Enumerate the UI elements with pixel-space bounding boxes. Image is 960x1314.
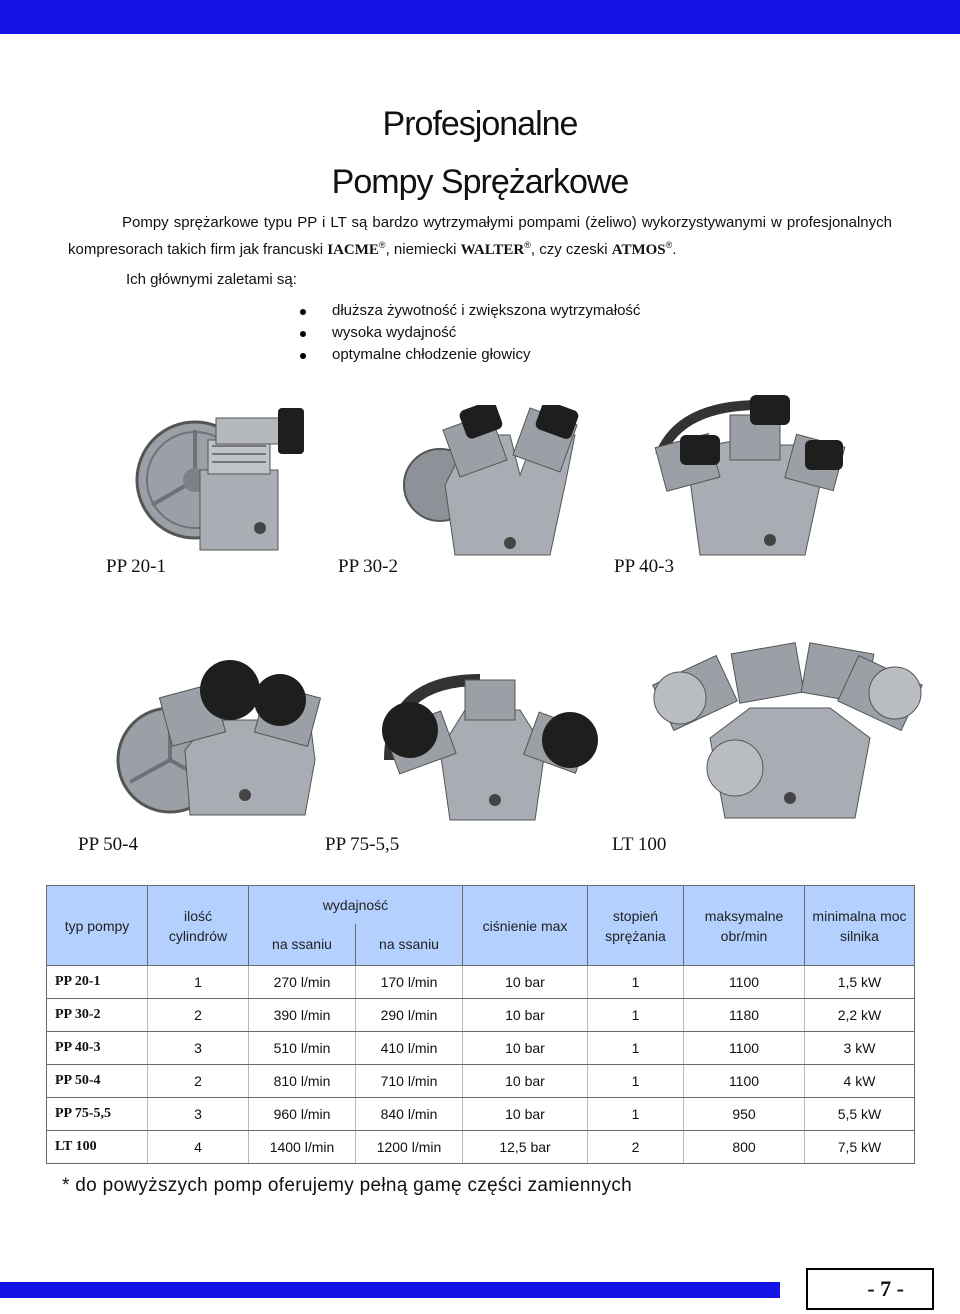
table-cell: 10 bar	[463, 999, 588, 1032]
table-cell: 170 l/min	[356, 966, 463, 999]
pump-pp30-2-image	[400, 405, 590, 565]
col-header-stages: stopień sprężania	[588, 886, 684, 966]
footnote: * do powyższych pomp oferujemy pełną gamę części zamiennych	[62, 1175, 633, 1196]
table-cell: 1400 l/min	[249, 1131, 356, 1164]
table-cell: 5,5 kW	[805, 1098, 915, 1131]
table-cell: 1	[148, 966, 249, 999]
table-cell: 410 l/min	[356, 1032, 463, 1065]
table-cell: 2,2 kW	[805, 999, 915, 1032]
pump-lt100-image	[640, 628, 930, 828]
pump-pp40-3-image	[640, 395, 850, 560]
page-title-line1: Profesjonalne	[382, 104, 578, 143]
table-cell: 510 l/min	[249, 1032, 356, 1065]
pump-label: LT 100	[612, 834, 667, 855]
table-row	[47, 1065, 915, 1098]
table-cell: 3 kW	[805, 1032, 915, 1065]
table-cell: PP 20-1	[47, 966, 148, 999]
advantage-item: optymalne chłodzenie głowicy	[300, 344, 640, 366]
table-cell: 1100	[684, 1065, 805, 1098]
table-cell: 270 l/min	[249, 966, 356, 999]
page-title-line2: Pompy Sprężarkowe	[331, 162, 629, 201]
table-cell: 1200 l/min	[356, 1131, 463, 1164]
col-header-intake-2: na ssaniu	[356, 924, 463, 966]
advantage-item: wysoka wydajność	[300, 322, 640, 344]
pump-pp20-1-image	[120, 400, 310, 560]
table-cell: 800	[684, 1131, 805, 1164]
intro-end: .	[672, 241, 677, 258]
pump-label: PP 30-2	[338, 556, 399, 577]
table-cell: 1	[588, 1098, 684, 1131]
table-cell: 2	[148, 1065, 249, 1098]
table-cell: 390 l/min	[249, 999, 356, 1032]
table-cell: LT 100	[47, 1131, 148, 1164]
intro-text-2: , niemiecki	[385, 241, 461, 258]
registered-mark: ®	[378, 240, 386, 250]
table-row	[47, 999, 915, 1032]
brand-walter: WALTER	[460, 242, 525, 258]
bottom-blue-bar	[0, 1282, 780, 1298]
table-row	[47, 1098, 915, 1131]
table-cell: 1100	[684, 966, 805, 999]
table-cell: 960 l/min	[249, 1098, 356, 1131]
advantage-item: dłuższa żywotność i zwiększona wytrzymałość	[300, 300, 640, 322]
pump-label: PP 40-3	[614, 556, 675, 577]
table-cell: 710 l/min	[356, 1065, 463, 1098]
table-cell: 950	[684, 1098, 805, 1131]
pump-pp75-5-5-image	[370, 640, 600, 825]
advantages-list	[300, 300, 640, 366]
table-cell: 4	[148, 1131, 249, 1164]
table-cell: 1	[588, 1032, 684, 1065]
col-header-intake-1: na ssaniu	[249, 924, 356, 966]
table-cell: 290 l/min	[356, 999, 463, 1032]
col-header-output: wydajność	[249, 886, 463, 924]
table-cell: 1100	[684, 1032, 805, 1065]
table-row	[47, 1131, 915, 1164]
table-cell: 4 kW	[805, 1065, 915, 1098]
table-cell: 2	[588, 1131, 684, 1164]
intro-text-1: Pompy sprężarkowe typu PP i LT są bardzo wytrzymałymi pompami (żeliwo) wykorzystywanymi w profesjonalnych kompresorach takich firm jak francuski	[68, 214, 892, 258]
table-cell: 810 l/min	[249, 1065, 356, 1098]
table-cell: 1	[588, 999, 684, 1032]
col-header-rpm: maksymalne obr/min	[684, 886, 805, 966]
intro-paragraph	[68, 212, 892, 261]
brand-iacme: IACME	[327, 242, 379, 258]
table-cell: 10 bar	[463, 1032, 588, 1065]
top-blue-bar	[0, 0, 960, 34]
registered-mark: ®	[665, 240, 673, 250]
advantages-lead: Ich głównymi zaletami są:	[126, 271, 297, 288]
table-cell: PP 50-4	[47, 1065, 148, 1098]
pump-label: PP 20-1	[106, 556, 167, 577]
table-cell: 12,5 bar	[463, 1131, 588, 1164]
col-header-cylinders: ilość cylindrów	[148, 886, 249, 966]
table-cell: PP 30-2	[47, 999, 148, 1032]
col-header-pressure: ciśnienie max	[463, 886, 588, 966]
intro-text-3: , czy czeski	[530, 241, 612, 258]
registered-mark: ®	[524, 240, 531, 250]
table-cell: 3	[148, 1032, 249, 1065]
brand-atmos: ATMOS	[611, 242, 666, 258]
spec-table	[46, 885, 915, 1164]
table-cell: 1	[588, 1065, 684, 1098]
table-cell: 10 bar	[463, 966, 588, 999]
pump-label: PP 75-5,5	[325, 834, 400, 855]
table-row	[47, 966, 915, 999]
col-header-power: minimalna moc silnika	[805, 886, 915, 966]
pump-label: PP 50-4	[78, 834, 139, 855]
table-cell: 7,5 kW	[805, 1131, 915, 1164]
page-number: - 7 -	[806, 1268, 934, 1310]
table-cell: 1,5 kW	[805, 966, 915, 999]
table-cell: 3	[148, 1098, 249, 1131]
table-row	[47, 1032, 915, 1065]
table-cell: PP 75-5,5	[47, 1098, 148, 1131]
table-cell: 10 bar	[463, 1098, 588, 1131]
table-cell: 1180	[684, 999, 805, 1032]
table-cell: 1	[588, 966, 684, 999]
col-header-type: typ pompy	[47, 886, 148, 966]
table-cell: 2	[148, 999, 249, 1032]
pump-pp50-4-image	[110, 660, 330, 820]
table-cell: 840 l/min	[356, 1098, 463, 1131]
table-cell: PP 40-3	[47, 1032, 148, 1065]
table-cell: 10 bar	[463, 1065, 588, 1098]
